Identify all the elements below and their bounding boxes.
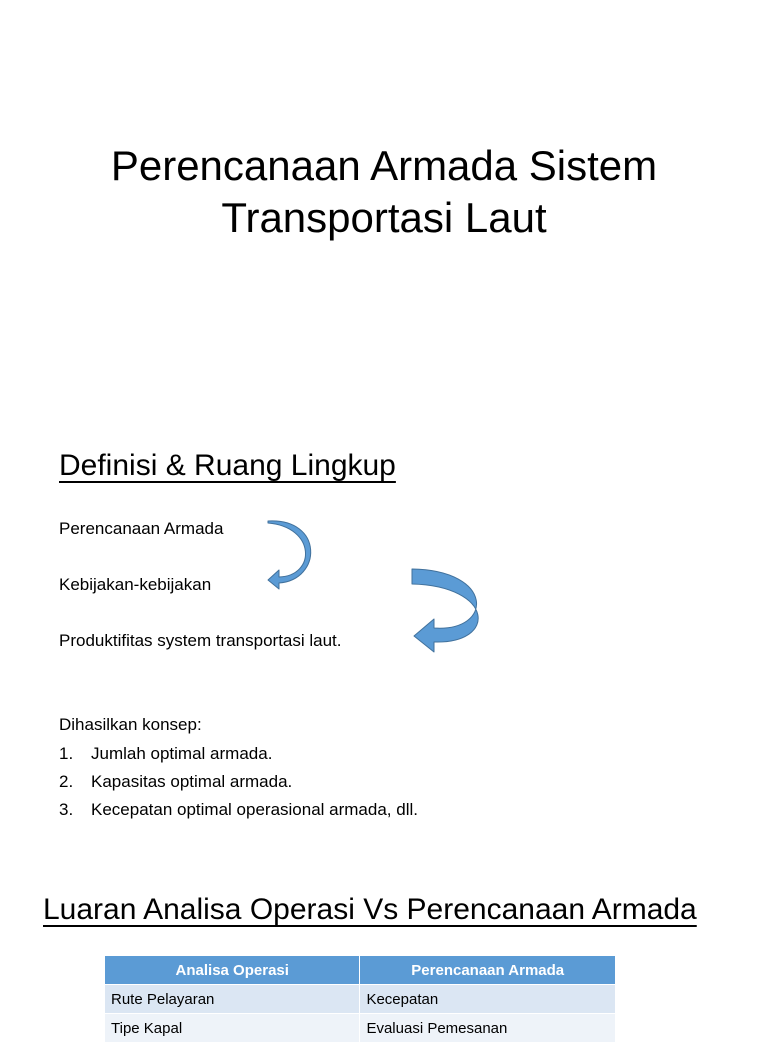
list-item-number: 3. <box>59 800 74 819</box>
definisi-line-kebijakan: Kebijakan-kebijakan <box>59 575 212 594</box>
table-cell: Rute Pelayaran <box>105 985 360 1014</box>
curved-arrow-large-icon <box>406 564 484 656</box>
table-cell: Kecepatan <box>360 985 616 1014</box>
list-item <box>59 740 418 768</box>
table-header-analisa: Analisa Operasi <box>105 956 360 985</box>
table-row <box>105 985 616 1014</box>
list-item-number: 2. <box>59 772 74 791</box>
concept-list <box>59 740 418 824</box>
table-cell: Tipe Kapal <box>105 1014 360 1043</box>
document-title <box>0 140 768 244</box>
list-item <box>59 796 418 824</box>
concept-intro: Dihasilkan konsep: <box>59 715 202 734</box>
definisi-line-produktifitas: Produktifitas system transportasi laut. <box>59 631 342 650</box>
list-item <box>59 768 418 796</box>
table-header-row <box>105 956 616 985</box>
comparison-table <box>104 955 616 1043</box>
title-line-2: Transportasi Laut <box>221 194 547 241</box>
list-item-text: Kecepatan optimal operasional armada, dll. <box>91 800 418 819</box>
list-item-text: Jumlah optimal armada. <box>91 744 273 763</box>
list-item-number: 1. <box>59 744 74 763</box>
list-item-text: Kapasitas optimal armada. <box>91 772 293 791</box>
curved-arrow-small-icon <box>262 518 312 592</box>
luaran-heading: Luaran Analisa Operasi Vs Perencanaan Armada <box>43 893 697 926</box>
definisi-line-perencanaan: Perencanaan Armada <box>59 519 224 538</box>
definisi-heading: Definisi & Ruang Lingkup <box>59 449 396 482</box>
table-header-perencanaan: Perencanaan Armada <box>360 956 616 985</box>
table-row <box>105 1014 616 1043</box>
title-line-1: Perencanaan Armada Sistem <box>110 142 658 189</box>
table-cell: Evaluasi Pemesanan <box>360 1014 616 1043</box>
